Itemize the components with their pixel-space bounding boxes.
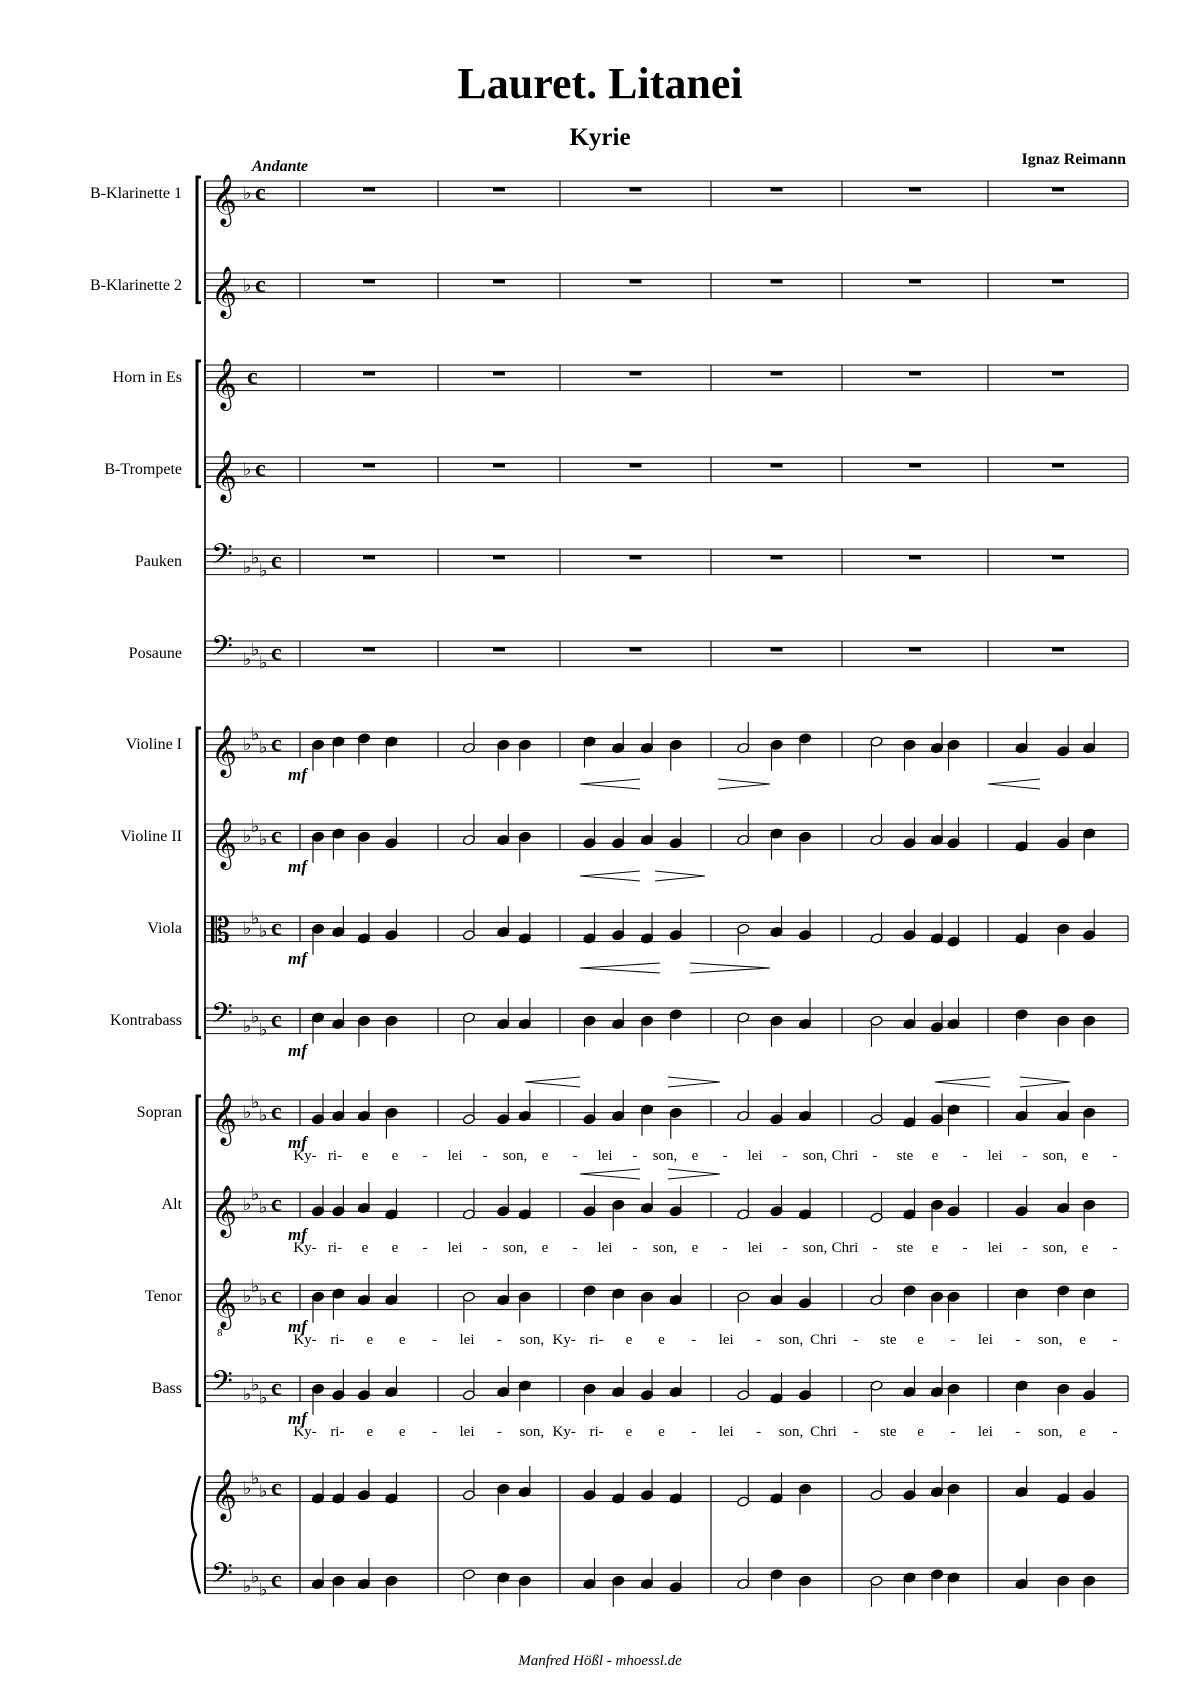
whole-rest: [363, 371, 375, 375]
crescendo-hairpin: [580, 1169, 640, 1179]
instrument-label: Tenor: [144, 1288, 182, 1305]
clef-treble: 𝄞: [211, 451, 238, 500]
page-title: Lauret. Litanei: [457, 59, 743, 108]
lyric-syllable: e: [917, 1332, 924, 1348]
whole-rest: [909, 463, 921, 467]
flat-accidental: ♭: [243, 274, 252, 295]
whole-rest: [493, 371, 505, 375]
instrument-label: Sopran: [136, 1104, 182, 1121]
lyric-syllable: e: [391, 1148, 399, 1164]
footer-credit: Manfred Hößl - mhoessl.de: [518, 1653, 682, 1669]
time-signature: c: [271, 1375, 282, 1401]
time-signature: c: [271, 823, 282, 849]
flat-accidental: ♭: [243, 1285, 252, 1306]
lyric-syllable: -: [722, 1148, 728, 1164]
lyric-syllable: -: [691, 1332, 697, 1348]
lyric-syllable: -: [496, 1424, 502, 1440]
lyric-syllable: son,: [1042, 1240, 1068, 1256]
lyric-syllable: Ky-: [552, 1332, 576, 1348]
clef-bass: 𝄢: [211, 1559, 233, 1596]
lyric-syllable: -: [422, 1240, 428, 1256]
dynamic-mf: mf: [288, 1317, 307, 1336]
lyric-syllable: e: [917, 1424, 924, 1440]
whole-rest: [630, 371, 642, 375]
lyric-syllable: e: [1079, 1332, 1086, 1348]
lyric-syllable: -: [1015, 1424, 1021, 1440]
lyric-syllable: -: [853, 1424, 859, 1440]
lyric-syllable: lei: [718, 1332, 734, 1348]
lyric-syllable: son,: [1042, 1148, 1068, 1164]
flat-accidental: ♭: [251, 724, 260, 745]
lyric-syllable: lei: [459, 1332, 475, 1348]
whole-rest: [363, 647, 375, 651]
lyric-syllable: ste: [879, 1424, 897, 1440]
lyric-syllable: son,: [778, 1332, 804, 1348]
octave-marker: 8: [217, 1327, 223, 1339]
clef-treble: 𝄞: [211, 1278, 238, 1327]
whole-rest: [771, 187, 783, 191]
whole-rest: [493, 555, 505, 559]
lyric-syllable: -: [632, 1148, 638, 1164]
lyric-syllable: -: [632, 1240, 638, 1256]
lyric-syllable: e: [1081, 1148, 1089, 1164]
whole-rest: [493, 279, 505, 283]
composer-name: Ignaz Reimann: [1021, 151, 1126, 168]
time-signature: c: [271, 1283, 282, 1309]
instrument-label: Violine II: [120, 828, 182, 845]
lyric-syllable: ste: [879, 1332, 897, 1348]
whole-rest: [909, 279, 921, 283]
lyric-syllable: -: [1015, 1332, 1021, 1348]
instrument-label: Horn in Es: [112, 369, 182, 386]
flat-accidental: ♭: [251, 1092, 260, 1113]
lyric-syllable: e: [366, 1424, 374, 1440]
lyric-syllable: e: [398, 1332, 406, 1348]
instrument-label: Viola: [147, 920, 182, 937]
time-signature: c: [255, 272, 266, 298]
lyric-syllable: son,: [652, 1148, 678, 1164]
clef-bass: 𝄢: [211, 1367, 233, 1404]
flat-accidental: ♭: [243, 1576, 252, 1597]
lyric-syllable: lei: [747, 1148, 763, 1164]
flat-accidental: ♭: [243, 1016, 252, 1037]
lyric-syllable: -: [782, 1240, 788, 1256]
crescendo-hairpin: [988, 779, 1040, 789]
lyric-syllable: Chri: [810, 1332, 837, 1348]
lyric-syllable: -: [432, 1332, 438, 1348]
flat-accidental: ♭: [251, 816, 260, 837]
whole-rest: [771, 555, 783, 559]
lyric-syllable: -: [496, 1332, 502, 1348]
lyric-syllable: -: [853, 1332, 859, 1348]
dynamic-mf: mf: [288, 1409, 307, 1428]
lyric-syllable: e: [931, 1240, 939, 1256]
whole-rest: [771, 279, 783, 283]
time-signature: c: [271, 915, 282, 941]
whole-rest: [630, 187, 642, 191]
lyric-syllable: -: [962, 1148, 968, 1164]
lyric-syllable: e: [625, 1332, 633, 1348]
whole-rest: [771, 647, 783, 651]
dynamic-mf: mf: [288, 765, 307, 784]
lyric-syllable: -: [572, 1148, 578, 1164]
decrescendo-hairpin: [655, 871, 705, 881]
lyric-syllable: Ky-: [552, 1424, 576, 1440]
flat-accidental: ♭: [243, 458, 252, 479]
instrument-label: Alt: [161, 1196, 182, 1213]
crescendo-hairpin: [935, 1077, 990, 1087]
lyric-syllable: son,: [1037, 1424, 1063, 1440]
flat-accidental: ♭: [243, 649, 252, 670]
lyric-syllable: e: [691, 1240, 699, 1256]
lyric-syllable: son,: [1037, 1332, 1063, 1348]
flat-accidental: ♭: [259, 652, 268, 673]
movement-title: Kyrie: [569, 124, 631, 151]
lyric-syllable: e: [361, 1148, 369, 1164]
flat-accidental: ♭: [243, 1477, 252, 1498]
lyric-syllable: Ky-: [293, 1332, 317, 1348]
lyric-syllable: lei: [747, 1240, 763, 1256]
piano-brace: [192, 1476, 200, 1594]
flat-accidental: ♭: [259, 1387, 268, 1408]
clef-treble: 𝄞: [211, 359, 238, 408]
flat-accidental: ♭: [259, 1579, 268, 1600]
lyric-syllable: -: [950, 1424, 956, 1440]
whole-rest: [630, 279, 642, 283]
clef-treble: 𝄞: [211, 1186, 238, 1235]
whole-rest: [909, 555, 921, 559]
lyric-syllable: lei: [459, 1424, 475, 1440]
lyric-syllable: ri-: [327, 1148, 343, 1164]
lyric-syllable: lei: [447, 1148, 463, 1164]
whole-rest: [363, 187, 375, 191]
instrument-label: B-Klarinette 2: [90, 277, 182, 294]
flat-accidental: ♭: [251, 1276, 260, 1297]
lyric-syllable: e: [541, 1240, 549, 1256]
lyric-syllable: son,: [802, 1148, 828, 1164]
lyric-syllable: Chri: [831, 1148, 859, 1164]
time-signature: c: [255, 456, 266, 482]
lyric-syllable: son,: [778, 1424, 804, 1440]
whole-rest: [630, 463, 642, 467]
dynamic-mf: mf: [288, 857, 307, 876]
dynamic-mf: mf: [288, 1225, 307, 1244]
whole-rest: [363, 555, 375, 559]
flat-accidental: ♭: [243, 1384, 252, 1405]
flat-accidental: ♭: [259, 921, 268, 941]
lyric-syllable: ri-: [330, 1424, 345, 1440]
lyric-syllable: son,: [519, 1424, 545, 1440]
whole-rest: [363, 463, 375, 467]
dynamic-mf: mf: [288, 1041, 307, 1060]
lyric-syllable: -: [962, 1240, 968, 1256]
lyric-syllable: Ky-: [293, 1240, 317, 1256]
crescendo-hairpin: [580, 963, 660, 973]
group-bracket: [197, 361, 201, 487]
whole-rest: [1052, 187, 1064, 191]
lyric-syllable: e: [1081, 1240, 1089, 1256]
whole-rest: [1052, 463, 1064, 467]
flat-accidental: ♭: [243, 557, 252, 578]
lyric-syllable: lei: [977, 1424, 993, 1440]
dynamic-mf: mf: [288, 949, 307, 968]
flat-accidental: ♭: [259, 737, 268, 757]
lyric-syllable: e: [658, 1332, 665, 1348]
lyric-syllable: -: [691, 1424, 697, 1440]
lyric-syllable: -: [572, 1240, 578, 1256]
whole-rest: [909, 371, 921, 375]
lyric-syllable: -: [1022, 1240, 1028, 1256]
lyric-syllable: lei: [597, 1240, 613, 1256]
whole-rest: [1052, 279, 1064, 283]
lyric-syllable: ste: [896, 1240, 914, 1256]
time-signature: c: [271, 1475, 282, 1501]
whole-rest: [493, 463, 505, 467]
whole-rest: [771, 371, 783, 375]
lyric-syllable: -: [722, 1240, 728, 1256]
lyric-syllable: son,: [519, 1332, 545, 1348]
lyric-syllable: ste: [896, 1148, 914, 1164]
lyric-syllable: e: [361, 1240, 369, 1256]
flat-accidental: ♭: [259, 1481, 268, 1501]
instrument-label: Violine I: [125, 736, 182, 753]
decrescendo-hairpin: [668, 1169, 720, 1179]
flat-accidental: ♭: [259, 1289, 268, 1309]
whole-rest: [1052, 647, 1064, 651]
instrument-label: B-Klarinette 1: [90, 185, 182, 202]
clef-treble: 𝄞: [211, 175, 238, 224]
lyric-syllable: son,: [652, 1240, 678, 1256]
flat-accidental: ♭: [259, 560, 268, 581]
lyric-syllable: -: [782, 1148, 788, 1164]
dynamic-mf: mf: [288, 1133, 307, 1152]
lyric-syllable: lei: [987, 1148, 1003, 1164]
time-signature: c: [271, 640, 282, 666]
lyric-syllable: -: [872, 1240, 878, 1256]
lyric-syllable: -: [1112, 1332, 1118, 1348]
lyric-syllable: -: [872, 1148, 878, 1164]
lyric-syllable: son,: [502, 1240, 528, 1256]
time-signature: c: [271, 1191, 282, 1217]
lyric-syllable: -: [1022, 1148, 1028, 1164]
whole-rest: [1052, 555, 1064, 559]
lyric-syllable: -: [422, 1148, 428, 1164]
group-bracket: [197, 177, 201, 303]
instrument-label: Bass: [151, 1380, 182, 1397]
whole-rest: [630, 647, 642, 651]
lyric-syllable: son,: [802, 1240, 828, 1256]
lyric-syllable: -: [1112, 1148, 1118, 1164]
time-signature: c: [271, 1007, 282, 1033]
lyric-syllable: e: [691, 1148, 699, 1164]
time-signature: c: [255, 180, 266, 206]
group-bracket: [197, 728, 201, 1038]
lyric-syllable: -: [482, 1148, 488, 1164]
clef-bass: 𝄢: [211, 540, 233, 577]
clef-treble: 𝄞: [211, 1470, 238, 1519]
flat-accidental: ♭: [251, 1468, 260, 1489]
decrescendo-hairpin: [690, 963, 770, 973]
flat-accidental: ♭: [243, 733, 252, 754]
time-signature: c: [271, 1567, 282, 1593]
whole-rest: [493, 647, 505, 651]
clef-alto: 𝄡: [211, 913, 230, 950]
lyric-syllable: e: [541, 1148, 549, 1164]
lyric-syllable: ri-: [589, 1424, 604, 1440]
lyric-syllable: -: [756, 1424, 762, 1440]
whole-rest: [363, 279, 375, 283]
clef-bass: 𝄢: [211, 632, 233, 669]
time-signature: c: [271, 731, 282, 757]
crescendo-hairpin: [525, 1077, 580, 1087]
crescendo-hairpin: [580, 871, 640, 881]
clef-treble: 𝄞: [211, 267, 238, 316]
whole-rest: [493, 187, 505, 191]
time-signature: c: [271, 548, 282, 574]
lyric-syllable: Chri: [810, 1424, 837, 1440]
lyric-syllable: son,: [502, 1148, 528, 1164]
lyric-syllable: lei: [597, 1148, 613, 1164]
whole-rest: [909, 647, 921, 651]
flat-accidental: ♭: [251, 1374, 260, 1395]
instrument-label: Kontrabass: [110, 1012, 182, 1029]
flat-accidental: ♭: [243, 825, 252, 846]
flat-accidental: ♭: [251, 1006, 260, 1027]
lyric-syllable: -: [1112, 1240, 1118, 1256]
flat-accidental: ♭: [243, 1193, 252, 1214]
lyric-syllable: -: [482, 1240, 488, 1256]
lyric-syllable: e: [931, 1148, 939, 1164]
lyric-syllable: lei: [977, 1332, 993, 1348]
lyric-syllable: e: [625, 1424, 633, 1440]
flat-accidental: ♭: [259, 829, 268, 849]
lyric-syllable: lei: [987, 1240, 1003, 1256]
instrument-label: Pauken: [134, 553, 182, 570]
lyric-syllable: e: [1079, 1424, 1086, 1440]
flat-accidental: ♭: [251, 1184, 260, 1205]
flat-accidental: ♭: [251, 1566, 260, 1587]
flat-accidental: ♭: [251, 547, 260, 568]
lyric-syllable: lei: [718, 1424, 734, 1440]
whole-rest: [630, 555, 642, 559]
flat-accidental: ♭: [243, 917, 252, 938]
instrument-label: Posaune: [128, 645, 182, 662]
flat-accidental: ♭: [259, 1019, 268, 1040]
flat-accidental: ♭: [243, 182, 252, 203]
lyric-syllable: Chri: [831, 1240, 859, 1256]
decrescendo-hairpin: [718, 779, 770, 789]
instrument-label: B-Trompete: [104, 461, 182, 478]
group-bracket: [197, 1096, 201, 1406]
lyric-syllable: -: [1112, 1424, 1118, 1440]
lyric-syllable: e: [391, 1240, 399, 1256]
lyric-syllable: e: [398, 1424, 406, 1440]
lyric-syllable: lei: [447, 1240, 463, 1256]
whole-rest: [771, 463, 783, 467]
lyric-syllable: -: [950, 1332, 956, 1348]
whole-rest: [909, 187, 921, 191]
lyric-syllable: Ky-: [293, 1148, 317, 1164]
flat-accidental: ♭: [251, 908, 260, 929]
clef-treble: 𝄞: [211, 1094, 238, 1143]
lyric-syllable: ri-: [327, 1240, 343, 1256]
clef-treble: 𝄞: [211, 818, 238, 867]
lyric-syllable: Ky-: [293, 1424, 317, 1440]
clef-treble: 𝄞: [211, 726, 238, 775]
lyric-syllable: -: [756, 1332, 762, 1348]
clef-bass: 𝄢: [211, 999, 233, 1036]
flat-accidental: ♭: [259, 1197, 268, 1217]
decrescendo-hairpin: [668, 1077, 720, 1087]
crescendo-hairpin: [580, 779, 640, 789]
lyric-syllable: e: [658, 1424, 665, 1440]
lyric-syllable: ri-: [589, 1332, 604, 1348]
flat-accidental: ♭: [251, 639, 260, 660]
lyric-syllable: -: [432, 1424, 438, 1440]
lyric-syllable: e: [366, 1332, 374, 1348]
flat-accidental: ♭: [243, 1101, 252, 1122]
decrescendo-hairpin: [1020, 1077, 1070, 1087]
flat-accidental: ♭: [259, 1105, 268, 1125]
time-signature: c: [271, 1099, 282, 1125]
lyric-syllable: ri-: [330, 1332, 345, 1348]
whole-rest: [1052, 371, 1064, 375]
time-signature: c: [247, 364, 258, 390]
tempo-marking: Andante: [252, 158, 309, 175]
